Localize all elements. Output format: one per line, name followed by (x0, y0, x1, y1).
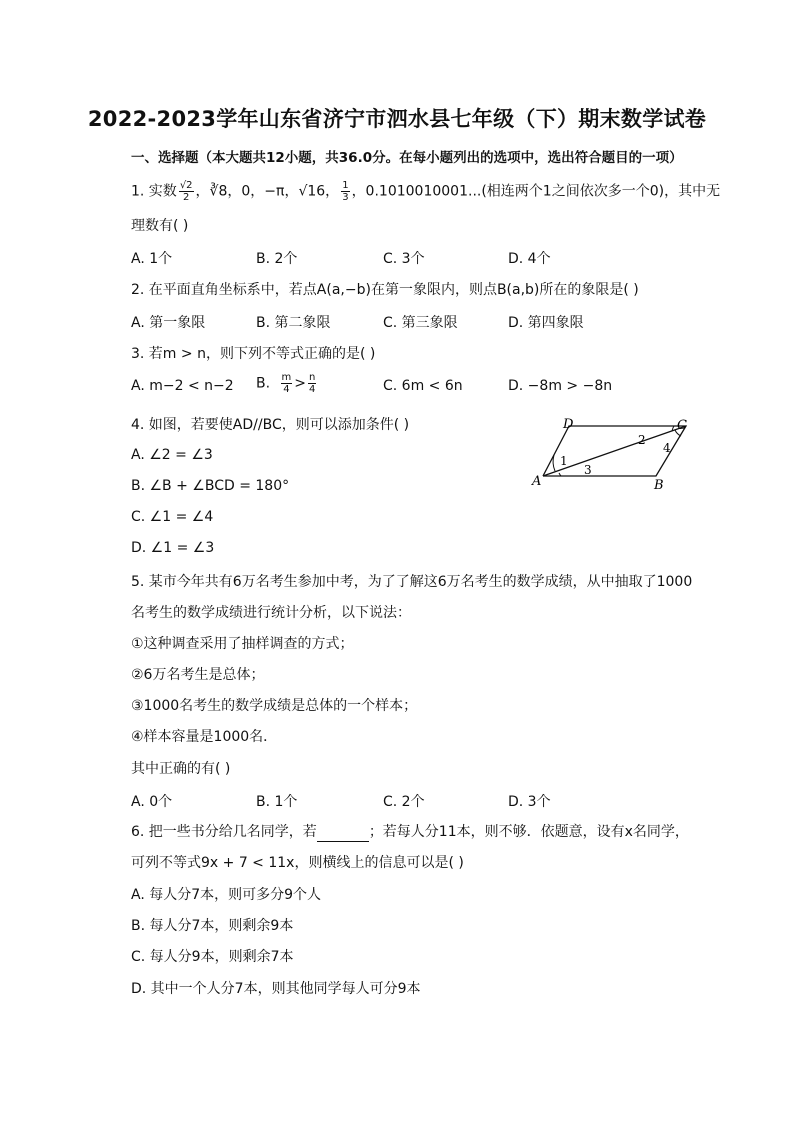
q1-prefix: 1. 实数 (131, 183, 177, 200)
q6-suffix: ；若每人分11本，则不够．依题意，设有x名同学， (368, 824, 689, 840)
q6-option-c[interactable]: C. 每人分9本，则剩余7本 (131, 949, 294, 965)
label-angle-4: 4 (663, 441, 671, 455)
q5-option-c[interactable]: C. 2个 (383, 794, 425, 810)
q5-statement-1: ①这种调查采用了抽样调查的方式； (131, 636, 354, 652)
q1-frac1-den: 2 (182, 192, 190, 203)
q2-option-b[interactable]: B. 第二象限 (256, 315, 331, 331)
q3-option-b[interactable] (256, 372, 318, 395)
q3-frac1-num: m (281, 372, 292, 383)
q5-statement-4: ④样本容量是1000名． (131, 729, 278, 745)
label-a: A (532, 474, 542, 489)
q2-option-d[interactable]: D. 第四象限 (508, 315, 584, 331)
q5-option-b[interactable]: B. 1个 (256, 794, 298, 810)
label-b: B (654, 478, 664, 493)
q3-frac2-num: n (309, 372, 316, 383)
q1-fraction-1-over-3 (341, 180, 349, 203)
question-1-line-2: 理数有( ) (131, 218, 189, 234)
q5-prompt: 其中正确的有( ) (131, 761, 231, 777)
q3-frac-n-over-4 (308, 372, 316, 395)
label-angle-1: 1 (560, 454, 568, 468)
q6-option-a[interactable]: A. 每人分7本，则可多分9个人 (131, 887, 322, 903)
q3-option-b-label: B. (256, 375, 271, 392)
question-4-text: 4. 如图，若要使AD//BC，则可以添加条件( ) (131, 417, 410, 433)
q3-frac1-den: 4 (283, 384, 290, 395)
label-angle-2: 2 (638, 433, 646, 447)
q5-statement-2: ②6万名考生是总体； (131, 667, 265, 683)
q1-frac1-num: √2 (179, 180, 193, 191)
section-heading: 一、选择题（本大题共12小题，共36.0分。在每小题列出的选项中，选出符合题目的一项） (131, 150, 683, 166)
label-c: C (677, 418, 687, 433)
q3-option-b-op: > (294, 375, 306, 392)
q4-option-a[interactable]: A. ∠2 = ∠3 (131, 447, 213, 463)
q1-number-list: ，∛8，0，−π，√16， (195, 183, 340, 200)
q1-fraction-sqrt2-over-2 (179, 180, 194, 203)
label-d: D (563, 417, 574, 432)
page-title: 2022-2023学年山东省济宁市泗水县七年级（下）期末数学试卷 (87, 107, 707, 131)
q6-answer-blank[interactable] (317, 827, 369, 842)
q1-frac2-den: 3 (342, 192, 349, 203)
q1-frac2-num: 1 (342, 180, 349, 191)
parallelogram-figure (525, 415, 700, 495)
q3-option-a[interactable]: A. m−2 < n−2 (131, 378, 234, 394)
q5-option-a[interactable]: A. 0个 (131, 794, 173, 810)
q1-option-a[interactable]: A. 1个 (131, 251, 173, 267)
q6-option-b[interactable]: B. 每人分7本，则剩余9本 (131, 918, 294, 934)
q1-option-c[interactable]: C. 3个 (383, 251, 425, 267)
question-2-text: 2. 在平面直角坐标系中，若点A(a,−b)在第一象限内，则点B(a,b)所在的象限是( ) (131, 282, 639, 298)
q2-option-c[interactable]: C. 第三象限 (383, 315, 458, 331)
angle-1-arc (553, 455, 555, 471)
q1-option-b[interactable]: B. 2个 (256, 251, 298, 267)
question-6-line-2: 可列不等式9x + 7 < 11x，则横线上的信息可以是( ) (131, 855, 464, 871)
q2-option-a[interactable]: A. 第一象限 (131, 315, 206, 331)
question-5-line-1: 5. 某市今年共有6万名考生参加中考，为了了解这6万名考生的数学成绩，从中抽取了1000 (131, 574, 693, 590)
q6-option-d[interactable]: D. 其中一个人分7本，则其他同学每人可分9本 (131, 981, 421, 997)
q4-option-d[interactable]: D. ∠1 = ∠3 (131, 540, 215, 556)
question-6-line-1 (131, 822, 689, 842)
q5-option-d[interactable]: D. 3个 (508, 794, 551, 810)
q3-option-c[interactable]: C. 6m < 6n (383, 378, 463, 394)
q6-prefix: 6. 把一些书分给几名同学，若 (131, 824, 317, 840)
q4-option-c[interactable]: C. ∠1 = ∠4 (131, 509, 214, 525)
q5-statement-3: ③1000名考生的数学成绩是总体的一个样本； (131, 698, 418, 714)
q4-option-b[interactable]: B. ∠B + ∠BCD = 180° (131, 478, 290, 494)
label-angle-3: 3 (584, 463, 592, 477)
q3-frac2-den: 4 (308, 384, 316, 395)
q1-option-d[interactable]: D. 4个 (508, 251, 551, 267)
question-3-text: 3. 若m > n，则下列不等式正确的是( ) (131, 346, 376, 362)
q3-frac-m-over-4 (281, 372, 293, 395)
question-5-line-2: 名考生的数学成绩进行统计分析，以下说法： (131, 605, 411, 621)
q1-suffix: ，0.1010010001...(相连两个1之间依次多一个0)，其中无 (351, 183, 721, 200)
question-1-line-1 (131, 180, 720, 203)
q3-option-d[interactable]: D. −8m > −8n (508, 378, 613, 394)
